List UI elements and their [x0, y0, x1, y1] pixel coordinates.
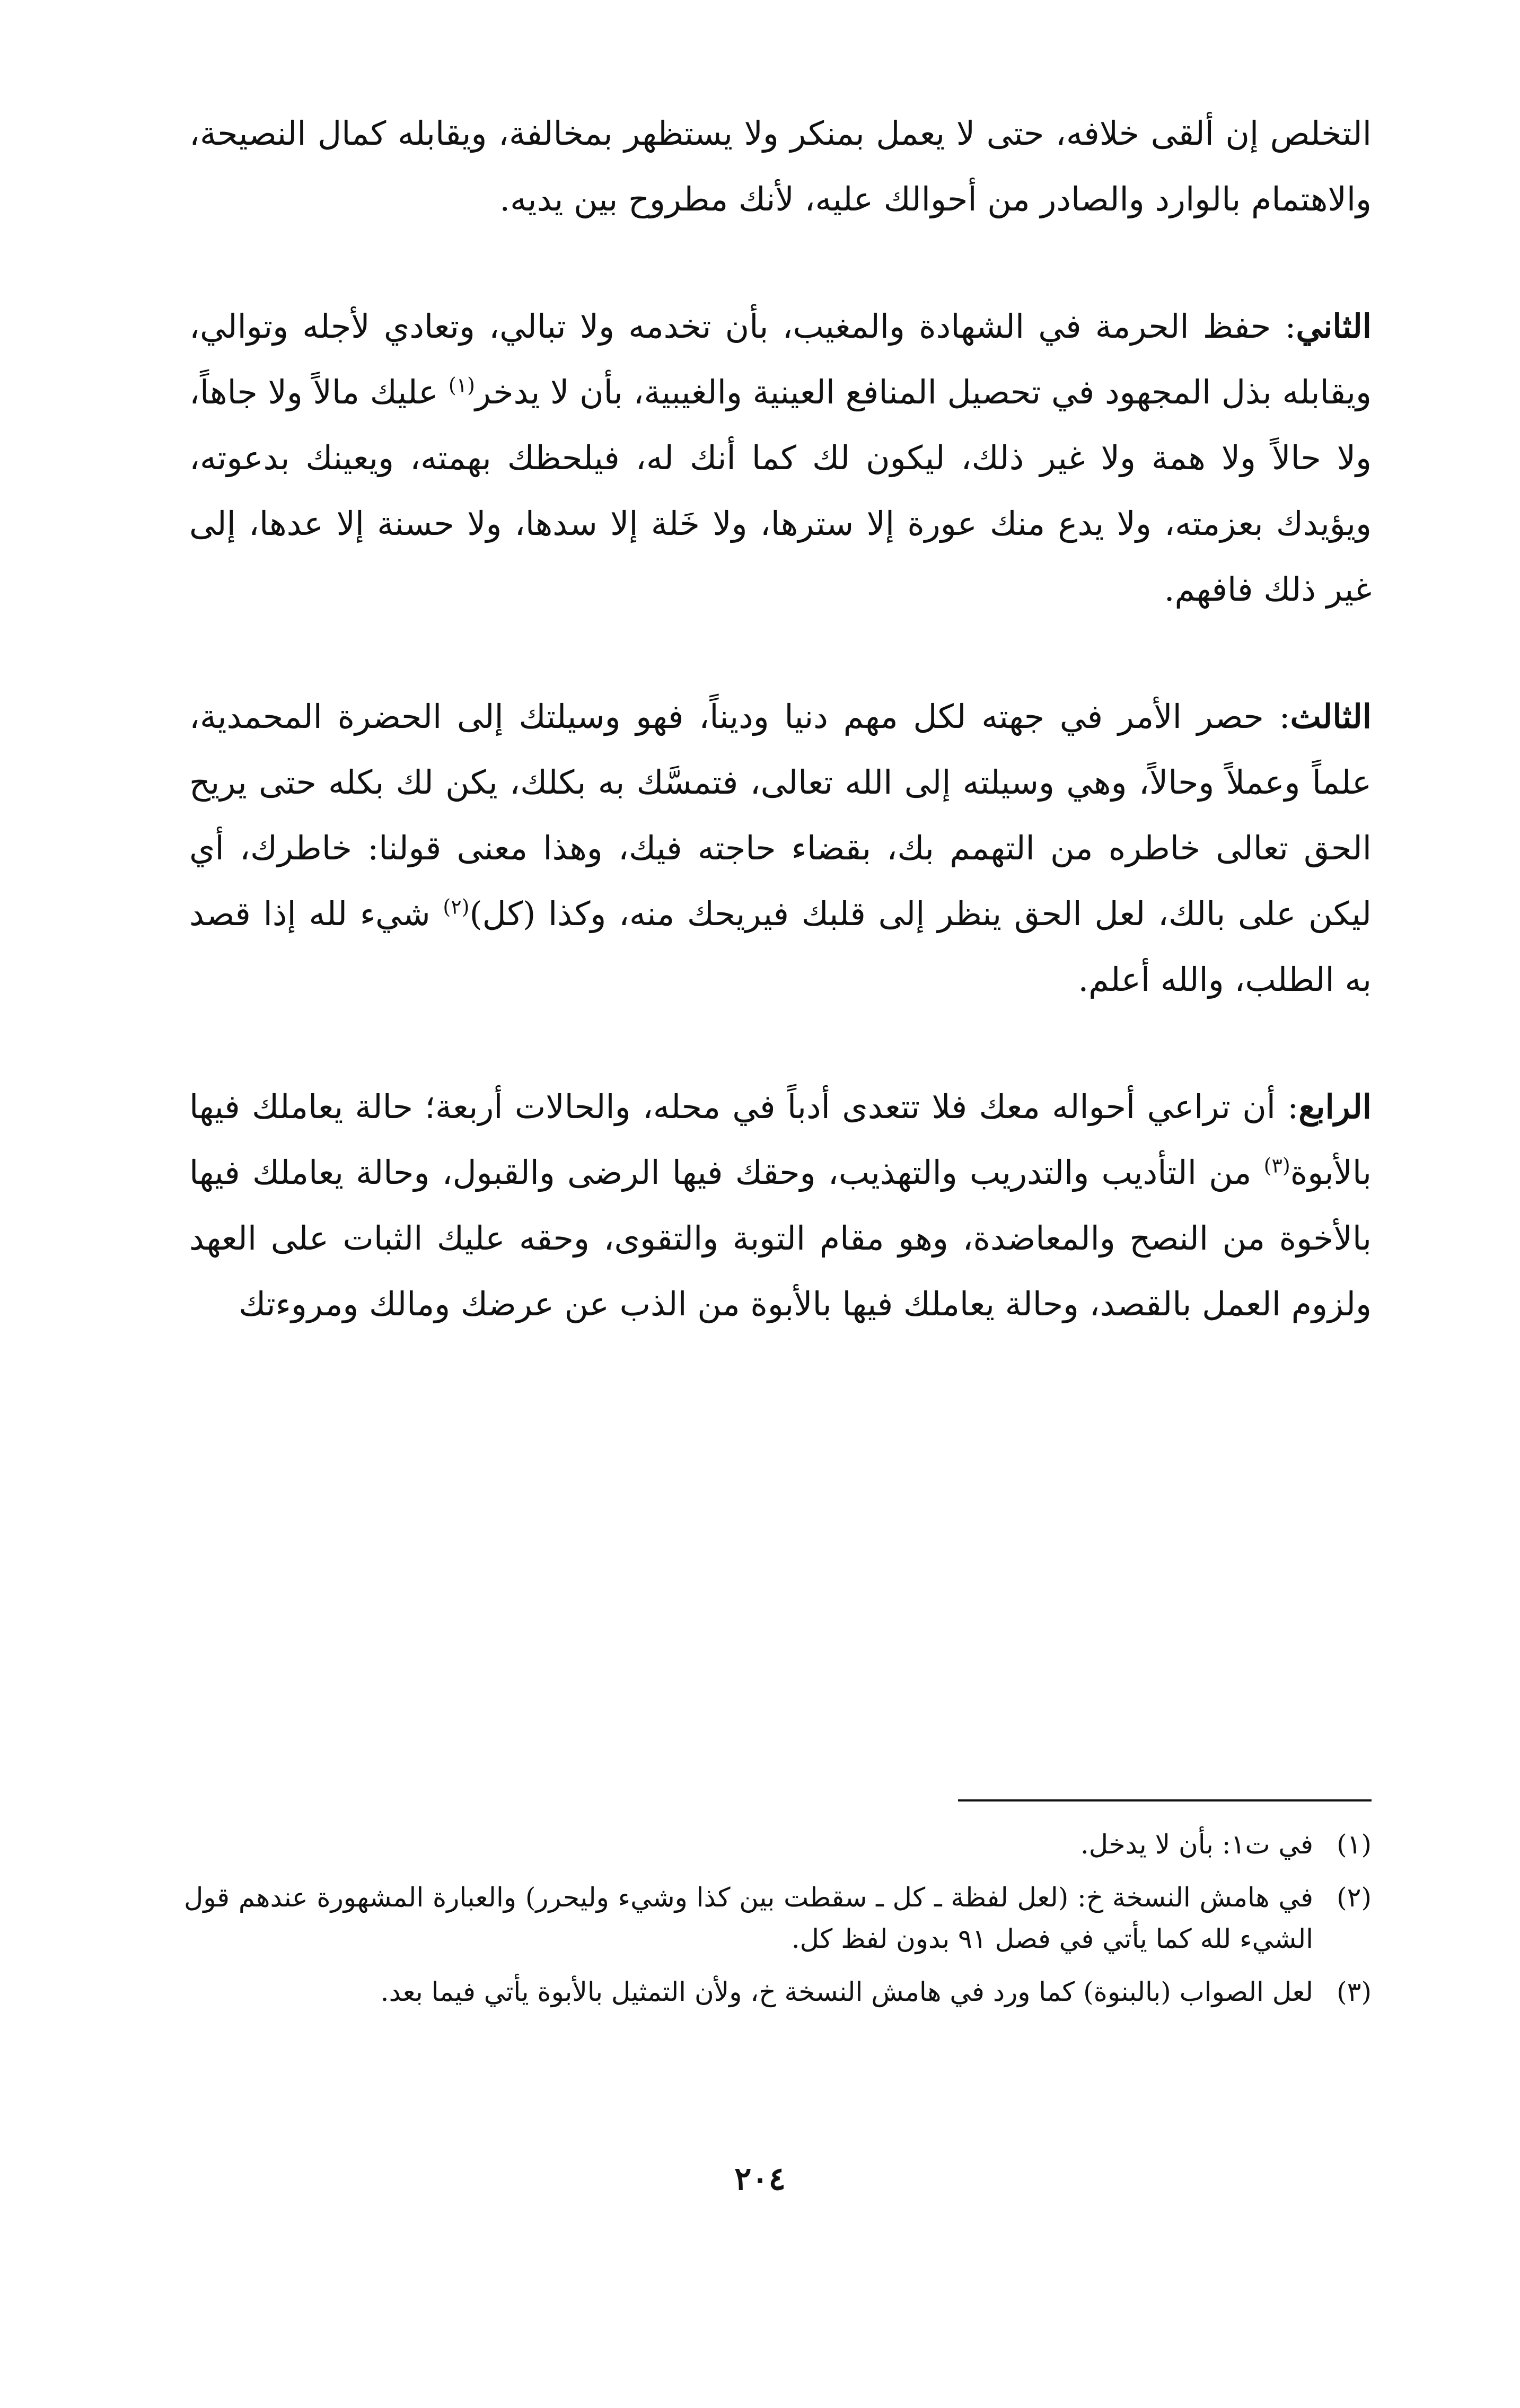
footnote-number: (١) [1337, 1829, 1372, 1860]
paragraph-continuation [189, 101, 1372, 232]
footnote-item [184, 1824, 1372, 1865]
paragraph-text: التخلص إن ألقى خلافه، حتى لا يعمل بمنكر ولا يستظهر بمخالفة، ويقابله كمال النصيحة، والاهتمام بالوارد والصادر من أحوالك عليه، لأنك مطروح بين يديه. [189, 114, 1372, 218]
footnote-reference: (٣) [1263, 1154, 1290, 1177]
footnote-item [184, 1877, 1372, 1959]
paragraph-text: : حصر الأمر في جهته لكل مهم دنيا وديناً، فهو وسيلتك إلى الحضرة المحمدية، علماً وعملاً وحالاً، وهي وسيلته إلى الله تعالى، فتمسَّك به بكلك، يكن لك بكله حتى يريح الحق تعالى خاطره من التهمم بك، بقضاء حاجته فيك، وهذا معنى قولنا: خاطرك، أي ليكن على بالك، لعل الحق ينظر إلى قلبك فيريحك منه، وكذا (كل) [189, 697, 1372, 933]
footnotes [184, 1824, 1372, 2024]
main-text [189, 101, 1372, 1399]
paragraph-heading: الثاني [1296, 307, 1372, 346]
paragraph-heading: الرابع [1298, 1087, 1372, 1126]
paragraph-text: : حفظ الحرمة في الشهادة والمغيب، بأن تخدمه ولا تبالي، وتعادي لأجله وتوالي، ويقابله بذل المجهود في تحصيل المنافع العينية والغيبية، بأن لا يدخر [189, 307, 1372, 411]
paragraph-heading: الثالث [1290, 697, 1372, 736]
paragraph-text: : أن تراعي أحواله معك فلا تتعدى أدباً في محله، والحالات أربعة؛ حالة يعاملك فيها بالأبوة [189, 1087, 1372, 1192]
footnote-separator [958, 1799, 1372, 1801]
footnote-text: في ت١: بأن لا يدخل. [1080, 1829, 1313, 1860]
paragraph-third [189, 684, 1372, 1013]
page-number: ٢٠٤ [734, 2160, 786, 2198]
paragraph-text: عليك مالاً ولا جاهاً، ولا حالاً ولا همة ولا غير ذلك، ليكون لك كما أنك له، فيلحظك بهمته، ويعينك بدعوته، ويؤيدك بعزمته، ولا يدع منك عورة إلا سترها، ولا خَلة إلا سدها، ولا حسنة إلا عدها، إلى غير ذلك فافهم. [189, 373, 1372, 609]
paragraph-second [189, 294, 1372, 622]
footnote-text: في هامش النسخة خ: (لعل لفظة ـ كل ـ سقطت بين كذا وشيء وليحرر) والعبارة المشهورة عندهم قول الشيء لله كما يأتي في فصل ٩١ بدون لفظ كل. [184, 1882, 1313, 1954]
footnote-number: (٣) [1337, 1976, 1372, 2007]
footnote-text: لعل الصواب (بالبنوة) كما ورد في هامش النسخة خ، ولأن التمثيل بالأبوة يأتي فيما بعد. [380, 1976, 1313, 2007]
footnote-number: (٢) [1337, 1882, 1372, 1913]
footnote-reference: (٢) [443, 895, 470, 919]
paragraph-text: شيء لله إذا قصد به الطلب، والله أعلم. [189, 894, 1372, 999]
footnote-item [184, 1971, 1372, 2012]
footnote-reference: (١) [448, 373, 475, 397]
paragraph-text: من التأديب والتدريب والتهذيب، وحقك فيها الرضى والقبول، وحالة يعاملك فيها بالأخوة من النصح والمعاضدة، وهو مقام التوبة والتقوى، وحقه عليك الثبات على العهد ولزوم العمل بالقصد، وحالة يعاملك فيها بالأبوة من الذب عن عرضك ومالك ومروءتك [189, 1153, 1372, 1323]
paragraph-fourth [189, 1074, 1372, 1337]
